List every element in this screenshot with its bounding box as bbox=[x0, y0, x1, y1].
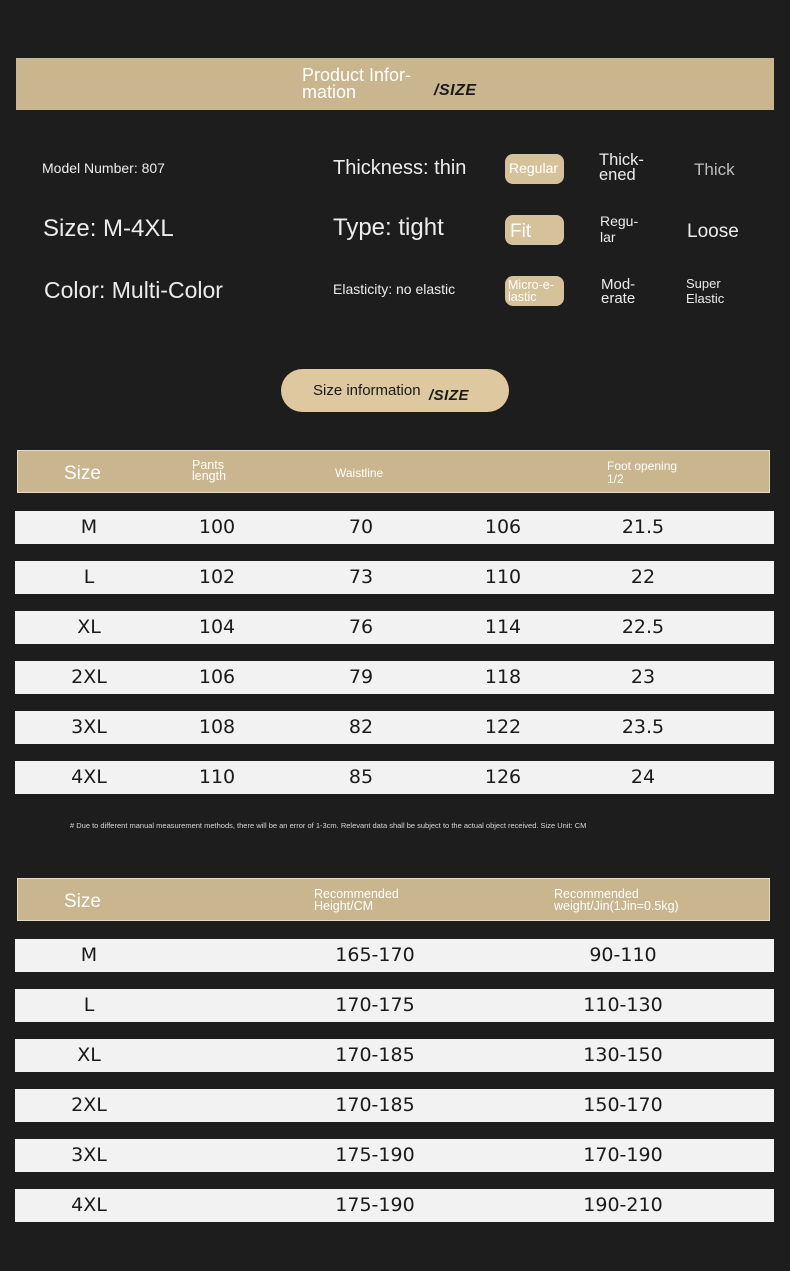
header-size: Size bbox=[64, 463, 101, 484]
option-regular-selected bbox=[505, 154, 564, 184]
pants-length-cell: 106 bbox=[198, 666, 236, 688]
foot-opening-cell: 22.5 bbox=[621, 616, 665, 638]
size-cell: M bbox=[80, 516, 98, 538]
hip-cell: 114 bbox=[484, 616, 522, 638]
option-label: Fit bbox=[510, 221, 532, 242]
recommend-table-header bbox=[17, 878, 770, 921]
waistline-cell: 79 bbox=[348, 666, 374, 688]
weight-cell: 190-210 bbox=[583, 1194, 663, 1216]
header-pants-length: Pants length bbox=[192, 458, 227, 483]
size-cell: 2XL bbox=[71, 1094, 107, 1116]
table-row bbox=[15, 661, 774, 694]
option-thickened: Thick- ened bbox=[599, 151, 644, 184]
table-row bbox=[15, 939, 774, 972]
option-super-elastic: Super Elastic bbox=[686, 276, 725, 306]
banner-size-label: /SIZE bbox=[434, 82, 477, 99]
product-info-banner bbox=[16, 58, 774, 110]
size-information-heading bbox=[281, 369, 509, 412]
model-number: Model Number: 807 bbox=[42, 160, 165, 176]
table-row bbox=[15, 989, 774, 1022]
pants-length-cell: 108 bbox=[198, 716, 236, 738]
hip-cell: 106 bbox=[484, 516, 522, 538]
option-moderate: Mod- erate bbox=[601, 276, 636, 307]
size-range: Size: M-4XL bbox=[43, 215, 174, 242]
size-cell: M bbox=[80, 944, 98, 966]
size-cell: 3XL bbox=[71, 716, 107, 738]
option-fit-selected bbox=[505, 215, 564, 245]
table-row bbox=[15, 561, 774, 594]
hip-cell: 118 bbox=[484, 666, 522, 688]
foot-opening-cell: 23.5 bbox=[621, 716, 665, 738]
thickness-spec: Thickness: thin bbox=[333, 157, 467, 179]
pants-length-cell: 100 bbox=[198, 516, 236, 538]
weight-cell: 110-130 bbox=[583, 994, 663, 1016]
size-cell: L bbox=[83, 994, 95, 1016]
hip-cell: 122 bbox=[484, 716, 522, 738]
size-cell: XL bbox=[77, 616, 101, 638]
measurement-note: # Due to different manual measurement methods, there will be an error of 1-3cm. Relevant data shall be subject to the actual object received. Size Unit: CM bbox=[70, 821, 587, 830]
table-row bbox=[15, 1139, 774, 1172]
size-cell: 4XL bbox=[71, 766, 107, 788]
foot-opening-cell: 24 bbox=[630, 766, 656, 788]
table-row bbox=[15, 761, 774, 794]
header-foot-opening: Foot opening 1/2 bbox=[607, 459, 678, 486]
weight-cell: 90-110 bbox=[589, 944, 657, 966]
table-row bbox=[15, 511, 774, 544]
measure-table-header bbox=[17, 450, 770, 493]
foot-opening-cell: 23 bbox=[630, 666, 656, 688]
height-cell: 170-185 bbox=[335, 1094, 415, 1116]
size-information-label: Size information bbox=[313, 382, 421, 399]
pants-length-cell: 104 bbox=[198, 616, 236, 638]
color-spec: Color: Multi-Color bbox=[44, 277, 223, 303]
foot-opening-cell: 22 bbox=[630, 566, 656, 588]
height-cell: 175-190 bbox=[335, 1194, 415, 1216]
option-regular: Regu- lar bbox=[600, 213, 639, 245]
weight-cell: 130-150 bbox=[583, 1044, 663, 1066]
header-waistline: Waistline bbox=[335, 466, 384, 480]
waistline-cell: 70 bbox=[348, 516, 374, 538]
table-row bbox=[15, 1089, 774, 1122]
height-cell: 170-185 bbox=[335, 1044, 415, 1066]
height-cell: 170-175 bbox=[335, 994, 415, 1016]
table-row bbox=[15, 611, 774, 644]
size-information-slash: /SIZE bbox=[429, 387, 470, 404]
pants-length-cell: 110 bbox=[198, 766, 236, 788]
option-thick: Thick bbox=[694, 160, 735, 179]
table-row bbox=[15, 1039, 774, 1072]
type-spec: Type: tight bbox=[333, 214, 444, 241]
hip-cell: 126 bbox=[484, 766, 522, 788]
waistline-cell: 76 bbox=[348, 616, 374, 638]
elasticity-spec: Elasticity: no elastic bbox=[333, 281, 456, 297]
table-row bbox=[15, 711, 774, 744]
weight-cell: 170-190 bbox=[583, 1144, 663, 1166]
waistline-cell: 85 bbox=[348, 766, 374, 788]
header-recommended-weight: Recommended weight/Jin(1Jin=0.5kg) bbox=[554, 887, 679, 913]
table-row bbox=[15, 1189, 774, 1222]
option-loose: Loose bbox=[687, 221, 739, 242]
size-cell: 4XL bbox=[71, 1194, 107, 1216]
header-size: Size bbox=[64, 891, 101, 912]
option-label: Regular bbox=[509, 160, 559, 176]
size-cell: L bbox=[83, 566, 95, 588]
height-cell: 165-170 bbox=[335, 944, 415, 966]
hip-cell: 110 bbox=[484, 566, 522, 588]
size-cell: XL bbox=[77, 1044, 101, 1066]
banner-title: Product Infor- mation bbox=[302, 65, 412, 102]
pants-length-cell: 102 bbox=[198, 566, 236, 588]
option-label: Micro-e- lastic bbox=[508, 278, 554, 304]
size-cell: 3XL bbox=[71, 1144, 107, 1166]
waistline-cell: 82 bbox=[348, 716, 374, 738]
weight-cell: 150-170 bbox=[583, 1094, 663, 1116]
option-micro-elastic-selected bbox=[505, 276, 564, 306]
header-recommended-height: Recommended Height/CM bbox=[314, 887, 399, 913]
size-cell: 2XL bbox=[71, 666, 107, 688]
height-cell: 175-190 bbox=[335, 1144, 415, 1166]
waistline-cell: 73 bbox=[348, 566, 374, 588]
foot-opening-cell: 21.5 bbox=[621, 516, 665, 538]
